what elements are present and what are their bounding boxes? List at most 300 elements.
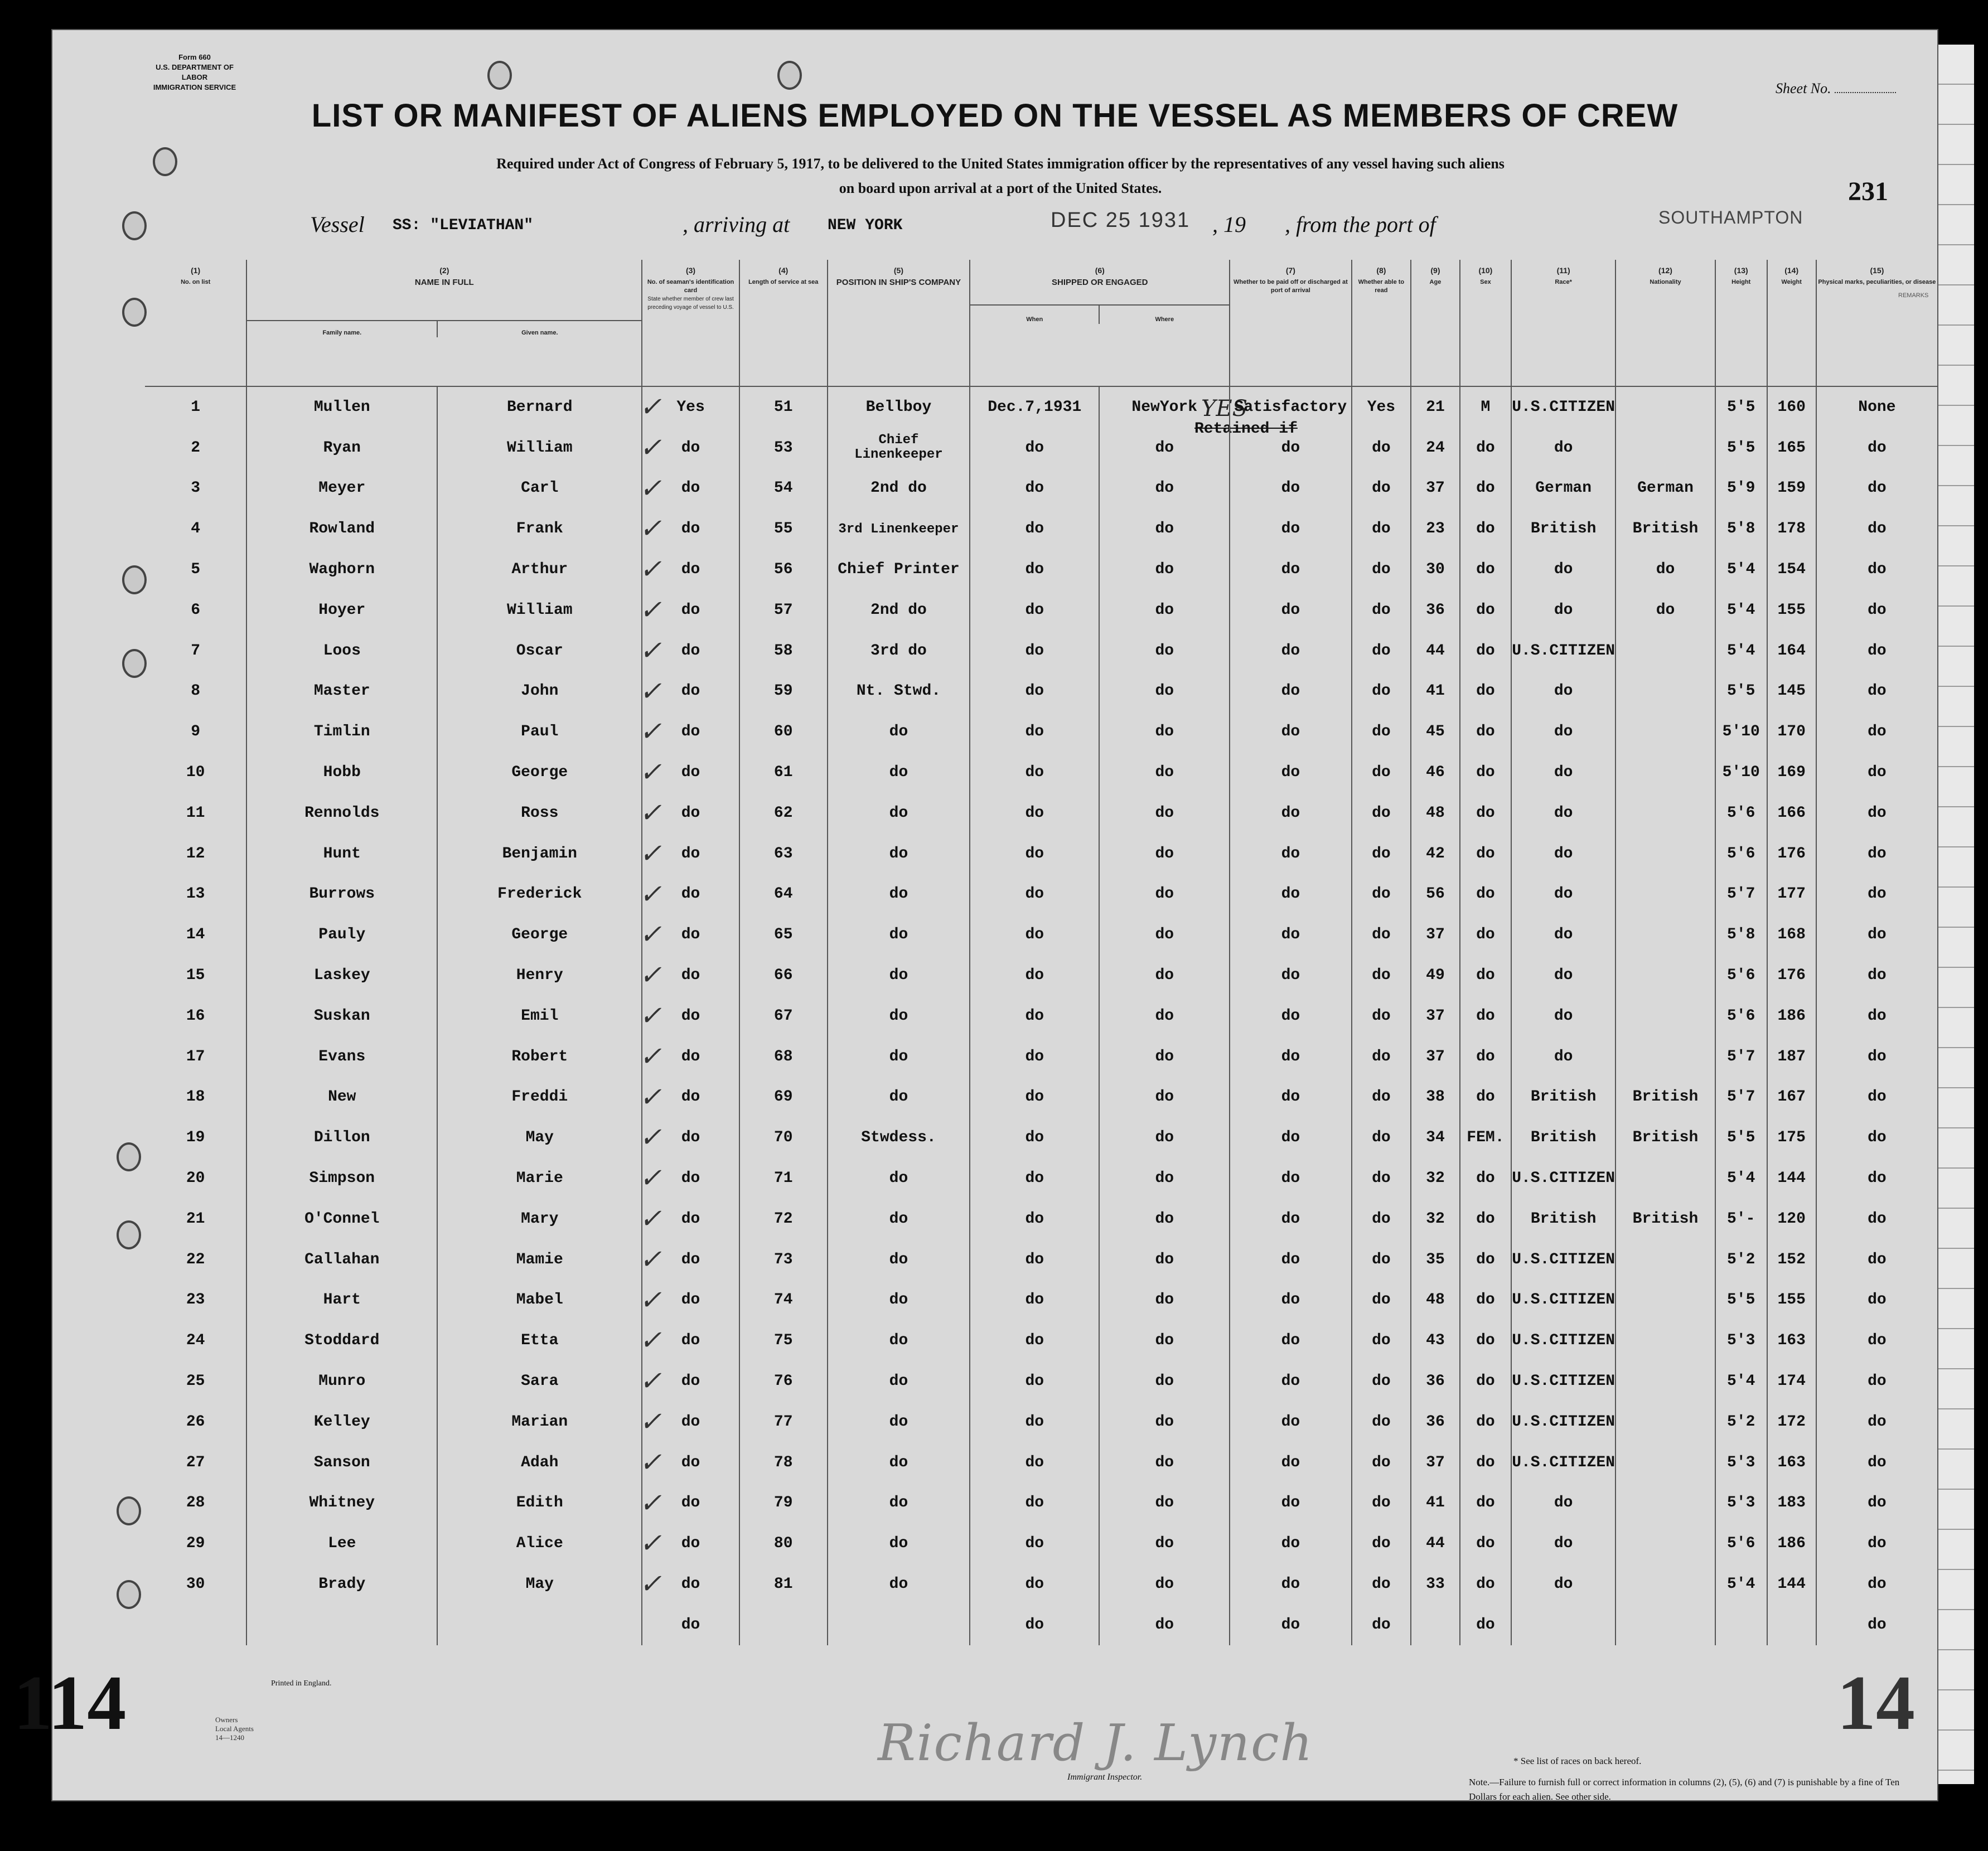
height: 5'7	[1727, 1048, 1755, 1065]
race: U.S.CITIZEN	[1512, 1413, 1615, 1431]
shipped-where: do	[1155, 601, 1174, 619]
checkmark-icon: ✓	[639, 1122, 662, 1154]
weight-cell	[1767, 1117, 1816, 1158]
card-status: do	[681, 642, 700, 660]
weight-cell	[1767, 508, 1816, 549]
family-name: Simpson	[309, 1170, 375, 1188]
row-number: 28	[186, 1494, 205, 1512]
family-name-cell	[246, 468, 437, 509]
height: 5'4	[1727, 1576, 1755, 1593]
card-status-cell	[639, 671, 739, 712]
able-to-read-cell	[1352, 1605, 1411, 1645]
age-cell	[1411, 752, 1459, 793]
physical-marks-cell	[1816, 631, 1937, 671]
given-name-cell	[437, 1402, 642, 1442]
weight-cell	[1767, 549, 1816, 590]
nationality-cell	[1615, 671, 1715, 712]
position-cell	[828, 549, 970, 590]
given-name-cell	[437, 996, 642, 1036]
shipped-when-cell	[970, 1158, 1099, 1199]
row-number-cell	[145, 671, 246, 712]
row-number-cell	[145, 386, 246, 428]
service-length-cell	[739, 1361, 828, 1402]
paid-off-cell	[1230, 386, 1351, 428]
paid-off: do	[1281, 1453, 1300, 1471]
position-cell	[828, 1320, 970, 1361]
height: 5'3	[1727, 1494, 1755, 1512]
race: U.S.CITIZEN	[1512, 1453, 1615, 1471]
paid-off-cell	[1230, 1442, 1351, 1483]
paid-off-cell	[1230, 671, 1351, 712]
given-name-cell	[437, 1361, 642, 1402]
paid-off-cell	[1230, 1523, 1351, 1564]
nationality-cell	[1615, 1523, 1715, 1564]
sheet-number-label: Sheet No.	[1776, 80, 1896, 97]
height-cell	[1715, 914, 1767, 955]
paid-off-cell	[1230, 711, 1351, 752]
crew-manifest-table	[145, 260, 1937, 1645]
paid-off: do	[1281, 642, 1300, 660]
form-line-3: IMMIGRATION SERVICE	[153, 83, 236, 91]
given-name-cell	[437, 1320, 642, 1361]
shipped-where: do	[1155, 1373, 1174, 1390]
table-row	[145, 549, 1937, 590]
age: 44	[1426, 642, 1445, 660]
paid-off-cell	[1230, 1361, 1351, 1402]
weight: 152	[1777, 1251, 1806, 1268]
family-name: Hobb	[323, 764, 361, 782]
height: 5'2	[1727, 1413, 1755, 1431]
age: 32	[1426, 1170, 1445, 1188]
row-number-cell	[145, 1605, 246, 1645]
given-name: Carl	[521, 479, 559, 497]
nationality: British	[1632, 1210, 1699, 1228]
row-number: 5	[191, 561, 201, 579]
age-cell	[1411, 1117, 1459, 1158]
able-to-read: do	[1372, 1088, 1391, 1106]
sex: do	[1476, 479, 1495, 497]
height-cell	[1715, 1564, 1767, 1605]
checkmark-icon: ✓	[639, 513, 662, 545]
service-length: 77	[773, 1413, 793, 1431]
table-row	[145, 996, 1937, 1036]
paid-off: Satisfactory	[1234, 398, 1347, 416]
able-to-read-cell	[1352, 1036, 1411, 1077]
card-status: do	[681, 845, 700, 862]
vessel-label: Vessel	[310, 212, 365, 237]
sex: do	[1476, 1007, 1495, 1025]
height: 5'4	[1727, 1170, 1755, 1188]
sex-cell	[1460, 428, 1512, 468]
family-name: Lee	[328, 1535, 356, 1553]
card-status: do	[681, 439, 700, 457]
race: U.S.CITIZEN	[1512, 1291, 1615, 1309]
position: do	[889, 1494, 908, 1512]
position: do	[889, 1576, 908, 1593]
shipped-when-cell	[970, 955, 1099, 996]
shipped-when-cell	[970, 1605, 1099, 1645]
nationality-cell	[1615, 1605, 1715, 1645]
position-cell	[828, 1117, 970, 1158]
given-name: Bernard	[506, 398, 573, 416]
able-to-read-cell	[1352, 1523, 1411, 1564]
header-service: (4) Length of service at sea	[739, 260, 828, 386]
row-number: 18	[186, 1088, 205, 1106]
height: 5'4	[1727, 601, 1755, 619]
card-status: do	[681, 723, 700, 741]
row-number-cell	[145, 1320, 246, 1361]
given-name: Oscar	[516, 642, 563, 660]
sex-cell	[1460, 996, 1512, 1036]
position-cell	[828, 468, 970, 509]
family-name: Evans	[318, 1048, 366, 1065]
weight: 177	[1777, 885, 1806, 903]
row-number-cell	[145, 1077, 246, 1118]
able-to-read-cell	[1352, 793, 1411, 834]
card-status: do	[681, 1170, 700, 1188]
shipped-where: do	[1155, 1088, 1174, 1106]
row-number-cell	[145, 468, 246, 509]
able-to-read: do	[1372, 1048, 1391, 1065]
position-cell	[828, 1036, 970, 1077]
row-number: 14	[186, 926, 205, 944]
able-to-read-cell	[1352, 549, 1411, 590]
age-cell	[1411, 793, 1459, 834]
sex-cell	[1460, 955, 1512, 996]
sex-cell	[1460, 1117, 1512, 1158]
shipped-when: do	[1025, 1373, 1044, 1390]
shipped-where: do	[1155, 1251, 1174, 1268]
shipped-when-cell	[970, 793, 1099, 834]
race: do	[1554, 561, 1573, 579]
given-name-cell	[437, 711, 642, 752]
table-row	[145, 874, 1937, 915]
service-length-cell	[739, 1483, 828, 1524]
checkmark-icon: ✓	[639, 1446, 662, 1478]
physical-marks: do	[1868, 561, 1887, 579]
physical-marks: do	[1868, 520, 1887, 538]
sex: FEM.	[1467, 1129, 1505, 1147]
able-to-read: do	[1372, 1332, 1391, 1350]
given-name: Paul	[521, 723, 559, 741]
family-name: Meyer	[318, 479, 366, 497]
header-read: (8) Whether able to read	[1352, 260, 1411, 386]
paid-off-cell	[1230, 1605, 1351, 1645]
height: 5'5	[1727, 1291, 1755, 1309]
nationality-cell	[1615, 631, 1715, 671]
shipped-where: do	[1155, 1616, 1174, 1634]
sex: do	[1476, 1210, 1495, 1228]
nationality-cell	[1615, 996, 1715, 1036]
height-cell	[1715, 1402, 1767, 1442]
able-to-read-cell	[1352, 1158, 1411, 1199]
row-number-cell	[145, 1564, 246, 1605]
race: do	[1554, 1007, 1573, 1025]
form-code: 14—1240	[215, 1733, 244, 1742]
form-number	[147, 52, 242, 93]
family-name-cell	[246, 590, 437, 631]
shipped-when: do	[1025, 804, 1044, 822]
weight-cell	[1767, 793, 1816, 834]
service-length-cell	[739, 914, 828, 955]
physical-marks: do	[1868, 1373, 1887, 1390]
height-cell	[1715, 1199, 1767, 1239]
height: 5'6	[1727, 804, 1755, 822]
height: 5'4	[1727, 642, 1755, 660]
shipped-when: do	[1025, 1494, 1044, 1512]
race: do	[1554, 1494, 1573, 1512]
owners-label: Owners	[215, 1716, 238, 1724]
given-name: Henry	[516, 967, 563, 985]
weight: 168	[1777, 926, 1806, 944]
position-cell	[828, 428, 970, 468]
penalty-note: Note.—Failure to furnish full or correct information in columns (2), (5), (6) and (7) is punishable by a fine of Ten Dollars for each alien. See other side.	[1469, 1777, 1900, 1802]
age: 48	[1426, 804, 1445, 822]
given-name-cell	[437, 1564, 642, 1605]
race-cell	[1511, 549, 1615, 590]
service-length-cell	[739, 1036, 828, 1077]
weight: 120	[1777, 1210, 1806, 1228]
shipped-when: do	[1025, 1332, 1044, 1350]
row-number: 3	[191, 479, 201, 497]
race-cell	[1511, 631, 1615, 671]
position-cell	[828, 1564, 970, 1605]
shipped-where-cell	[1099, 631, 1230, 671]
service-length: 51	[773, 398, 793, 416]
shipped-when-cell	[970, 590, 1099, 631]
weight: 163	[1777, 1453, 1806, 1471]
able-to-read: do	[1372, 1007, 1391, 1025]
able-to-read: do	[1372, 1576, 1391, 1593]
weight: 163	[1777, 1332, 1806, 1350]
paid-off: do	[1281, 764, 1300, 782]
race: do	[1554, 764, 1573, 782]
weight-cell	[1767, 1483, 1816, 1524]
able-to-read: do	[1372, 1373, 1391, 1390]
nationality-cell	[1615, 1036, 1715, 1077]
position: do	[889, 885, 908, 903]
table-row	[145, 428, 1937, 468]
weight-cell	[1767, 1280, 1816, 1321]
able-to-read: do	[1372, 520, 1391, 538]
age-cell	[1411, 1605, 1459, 1645]
position: do	[889, 967, 908, 985]
position-cell	[828, 914, 970, 955]
paid-off-cell	[1230, 834, 1351, 874]
shipped-where-cell	[1099, 711, 1230, 752]
nationality-cell	[1615, 468, 1715, 509]
position-cell	[828, 1483, 970, 1524]
age-cell	[1411, 1280, 1459, 1321]
height: 5'8	[1727, 926, 1755, 944]
header-card: (3) No. of seaman's identification card State whether member of crew last preceding voyage of vessel to U.S.	[642, 260, 739, 386]
paid-off: do	[1281, 439, 1300, 457]
nationality-cell	[1615, 1117, 1715, 1158]
card-status: do	[681, 479, 700, 497]
nationality-cell	[1615, 1280, 1715, 1321]
sex: do	[1476, 723, 1495, 741]
service-length-cell	[739, 468, 828, 509]
race-cell	[1511, 1442, 1615, 1483]
physical-marks-cell	[1816, 1523, 1937, 1564]
page-number: 231	[1848, 177, 1888, 206]
given-name-cell	[437, 631, 642, 671]
family-name-cell	[246, 874, 437, 915]
height-cell	[1715, 1605, 1767, 1645]
physical-marks: do	[1868, 885, 1887, 903]
physical-marks: do	[1868, 764, 1887, 782]
height: 5'2	[1727, 1251, 1755, 1268]
able-to-read: do	[1372, 439, 1391, 457]
race-cell	[1511, 996, 1615, 1036]
weight-cell	[1767, 631, 1816, 671]
shipped-when: do	[1025, 1007, 1044, 1025]
position-cell	[828, 1280, 970, 1321]
shipped-where-cell	[1099, 1036, 1230, 1077]
sex-cell	[1460, 1036, 1512, 1077]
shipped-where: do	[1155, 1535, 1174, 1553]
shipped-when-cell	[970, 508, 1099, 549]
service-length: 67	[773, 1007, 793, 1025]
height-cell	[1715, 1442, 1767, 1483]
row-number-cell	[145, 1199, 246, 1239]
table-row	[145, 1199, 1937, 1239]
position: do	[889, 926, 908, 944]
age-cell	[1411, 1402, 1459, 1442]
weight-cell	[1767, 1442, 1816, 1483]
checkmark-icon: ✓	[639, 878, 662, 910]
shipped-when-cell	[970, 671, 1099, 712]
service-length: 58	[773, 642, 793, 660]
height: 5'3	[1727, 1332, 1755, 1350]
able-to-read-cell	[1352, 1280, 1411, 1321]
shipped-when-cell	[970, 1523, 1099, 1564]
height-cell	[1715, 1036, 1767, 1077]
shipped-where: do	[1155, 885, 1174, 903]
weight: 154	[1777, 561, 1806, 579]
row-number: 21	[186, 1210, 205, 1228]
given-name-cell	[437, 914, 642, 955]
physical-marks-cell	[1816, 1402, 1937, 1442]
age: 41	[1426, 1494, 1445, 1512]
service-length-cell	[739, 631, 828, 671]
given-name: Frank	[516, 520, 563, 538]
able-to-read: do	[1372, 885, 1391, 903]
able-to-read-cell	[1352, 1483, 1411, 1524]
weight-cell	[1767, 1036, 1816, 1077]
card-status: do	[681, 885, 700, 903]
shipped-where-cell	[1099, 549, 1230, 590]
shipped-when: Dec.7,1931	[988, 398, 1082, 416]
family-name: Master	[313, 682, 370, 700]
physical-marks-cell	[1816, 468, 1937, 509]
shipped-where: do	[1155, 804, 1174, 822]
card-status-cell	[639, 1442, 739, 1483]
position-cell	[828, 631, 970, 671]
age-cell	[1411, 955, 1459, 996]
nationality-cell	[1615, 834, 1715, 874]
punch-hole	[117, 1580, 141, 1609]
card-status-cell	[639, 752, 739, 793]
shipped-when-cell	[970, 1483, 1099, 1524]
sex: do	[1476, 1535, 1495, 1553]
weight: 169	[1777, 764, 1806, 782]
row-number-cell	[145, 1117, 246, 1158]
sex: do	[1476, 1048, 1495, 1065]
family-name-cell	[246, 1402, 437, 1442]
shipped-where: NewYork	[1131, 398, 1198, 416]
family-name-cell	[246, 671, 437, 712]
given-name: Mabel	[516, 1291, 563, 1309]
position-cell	[828, 1442, 970, 1483]
checkmark-icon: ✓	[639, 1040, 662, 1072]
weight-cell	[1767, 671, 1816, 712]
age-cell	[1411, 1564, 1459, 1605]
race-cell	[1511, 671, 1615, 712]
race-cell	[1511, 955, 1615, 996]
physical-marks-cell	[1816, 914, 1937, 955]
position: do	[889, 1535, 908, 1553]
position: do	[889, 764, 908, 782]
row-number: 2	[191, 439, 201, 457]
race-cell	[1511, 711, 1615, 752]
given-name-cell	[437, 1442, 642, 1483]
able-to-read: do	[1372, 764, 1391, 782]
card-status-cell	[639, 1523, 739, 1564]
able-to-read: do	[1372, 561, 1391, 579]
able-to-read-cell	[1352, 590, 1411, 631]
nationality-cell	[1615, 1361, 1715, 1402]
card-status: do	[681, 1535, 700, 1553]
race-cell	[1511, 468, 1615, 509]
card-status-cell	[639, 508, 739, 549]
shipped-where-cell	[1099, 834, 1230, 874]
sex: M	[1481, 398, 1491, 416]
height: 5'5	[1727, 439, 1755, 457]
table-row	[145, 1564, 1937, 1605]
physical-marks: do	[1868, 1494, 1887, 1512]
family-name-cell	[246, 631, 437, 671]
shipped-where-cell	[1099, 428, 1230, 468]
agents-label: Local Agents	[215, 1724, 254, 1733]
card-status: do	[681, 601, 700, 619]
card-status-cell	[639, 1239, 739, 1280]
physical-marks-cell	[1816, 1605, 1937, 1645]
shipped-when: do	[1025, 1048, 1044, 1065]
given-name-cell	[437, 1483, 642, 1524]
given-name-cell	[437, 386, 642, 428]
service-length: 68	[773, 1048, 793, 1065]
shipped-when-cell	[970, 1442, 1099, 1483]
checkmark-icon: ✓	[639, 1487, 662, 1519]
service-length-cell	[739, 1320, 828, 1361]
shipped-where-cell	[1099, 1564, 1230, 1605]
shipped-where: do	[1155, 926, 1174, 944]
age: 41	[1426, 682, 1445, 700]
race-cell	[1511, 793, 1615, 834]
age-cell	[1411, 874, 1459, 915]
height-cell	[1715, 834, 1767, 874]
physical-marks: do	[1868, 1291, 1887, 1309]
age-cell	[1411, 549, 1459, 590]
given-name-cell	[437, 1605, 642, 1645]
given-name-cell	[437, 752, 642, 793]
service-length: 61	[773, 764, 793, 782]
shipped-where: do	[1155, 682, 1174, 700]
race-cell	[1511, 1483, 1615, 1524]
age-cell	[1411, 1239, 1459, 1280]
age: 46	[1426, 764, 1445, 782]
